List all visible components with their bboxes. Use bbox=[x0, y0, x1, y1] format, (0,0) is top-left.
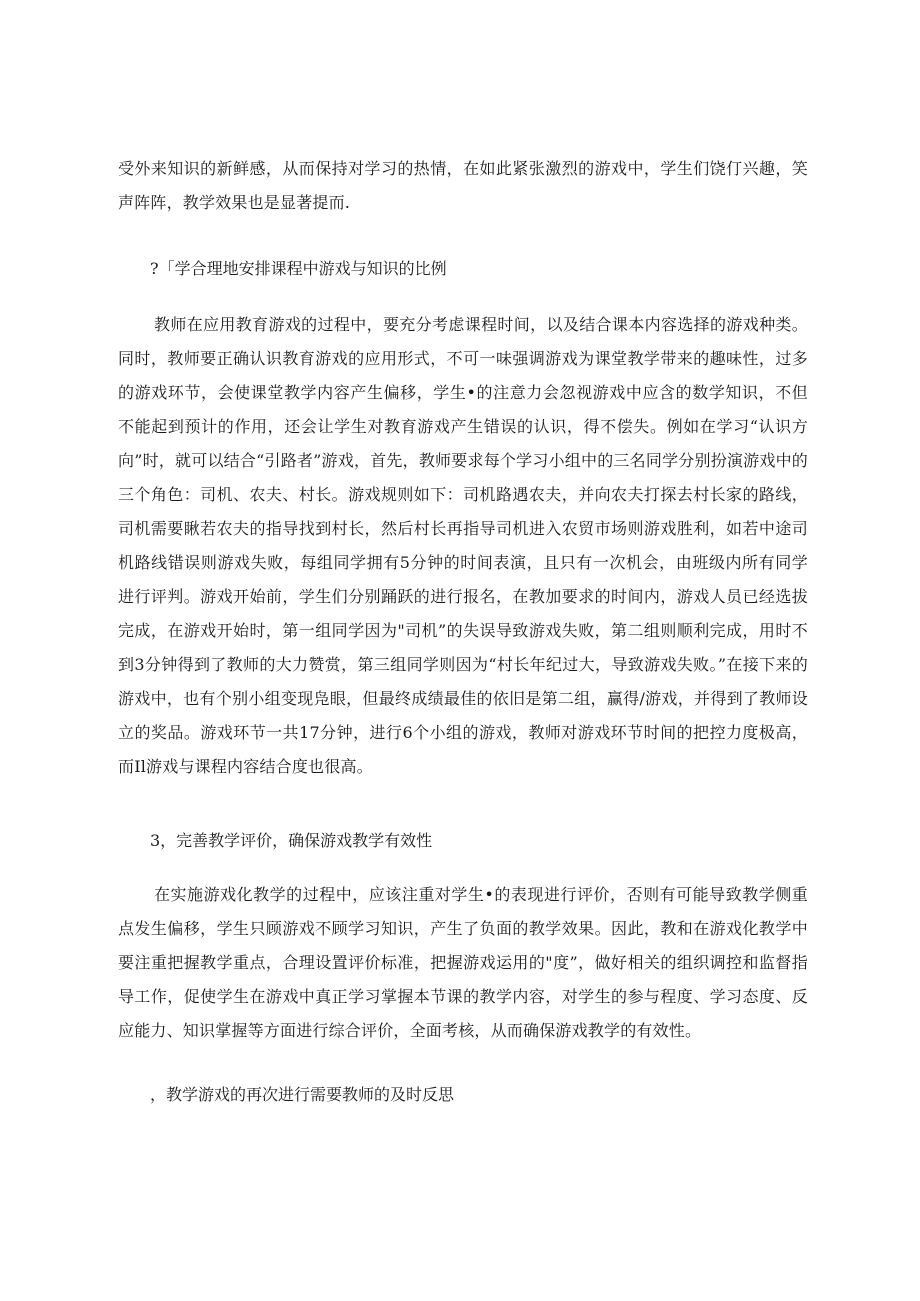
paragraph-game-ratio: 教师在应用教育游戏的过程中，要充分考虑课程时间，以及结合课本内容选择的游戏种类。同时，教师要正确认识教育游戏的应用形式，不可一味强调游戏为课堂教学带来的趣味性，过多的游戏环节，会使课堂教学内容产生偏移，学生•的注意力会忽视游戏中应含的数学知识，不但不能起到预计的作用，还会让学生对教育游戏产生错误的认识，得不偿失。例如在学习“认识方向”时，就可以结合“引路者”游戏，首先，教师要求每个学习小组中的三名同学分别扮演游戏中的三个角色：司机、农夫、村长。游戏规则如下：司机路遇农夫，并向农夫打探去村长家的路线，司机需要瞅若农夫的指导找到村长，然后村长再指导司机进入农贸市场则游戏胜利，如若中途司机路线错误则游戏失败，每组同学拥有5分钟的时间表演，且只有一次机会，由班级内所有同学进行评判。游戏开始前，学生们分别踊跃的进行报名，在教加要求的时间内，游戏人员已经选拔完成，在游戏开始时，第一组同学因为"司机”的失误导致游戏失败，第二组则顺利完成，用时不到3分钟得到了教师的大力赞赏，第三组同学则因为“村长年纪过大，导致游戏失败。”在接下来的游戏中，也有个别小组变现凫眼，但最终成绩最佳的依旧是第二组，赢得/游戏，并得到了教师设立的奖品。游戏环节一共17分钟，进行6个小组的游戏，教师对游戏环节时间的把控力度极高，而Il游戏与课程内容结合度也很高。 bbox=[118, 315, 808, 776]
section-heading-4: ，教学游戏的再次进行需要教师的及时反思 bbox=[150, 1085, 455, 1104]
paragraph-continued: 受外来知识的新鲜感，从而保持对学习的热情，在如此紧张激烈的游戏中，学生们饶仃兴趣，笑声阵阵，教学效果也是显著提而. bbox=[118, 159, 808, 212]
section-heading-2: ?「学合理地安排课程中游戏与知识的比例 bbox=[150, 259, 447, 278]
section-heading-3: 3，完善教学评价，确保游戏教学有效性 bbox=[150, 831, 433, 850]
paragraph-evaluation: 在实施游戏化教学的过程中，应该注重对学生•的表现进行评价，否则有可能导致教学侧重点发生偏移，学生只顾游戏不顾学习知识，产生了负面的教学效果。因此，教和在游戏化教学中要注重把握教学重点，合理设置评价标准，把握游戏运用的"度”，做好相关的组织调控和监督指导工作，促使学生在游戏中真正学习掌握本节课的教学内容，对学生的参与程度、学习态度、反应能力、知识掌握等方面进行综合评价，全面考核，从而确保游戏教学的有效性。 bbox=[118, 885, 808, 1040]
